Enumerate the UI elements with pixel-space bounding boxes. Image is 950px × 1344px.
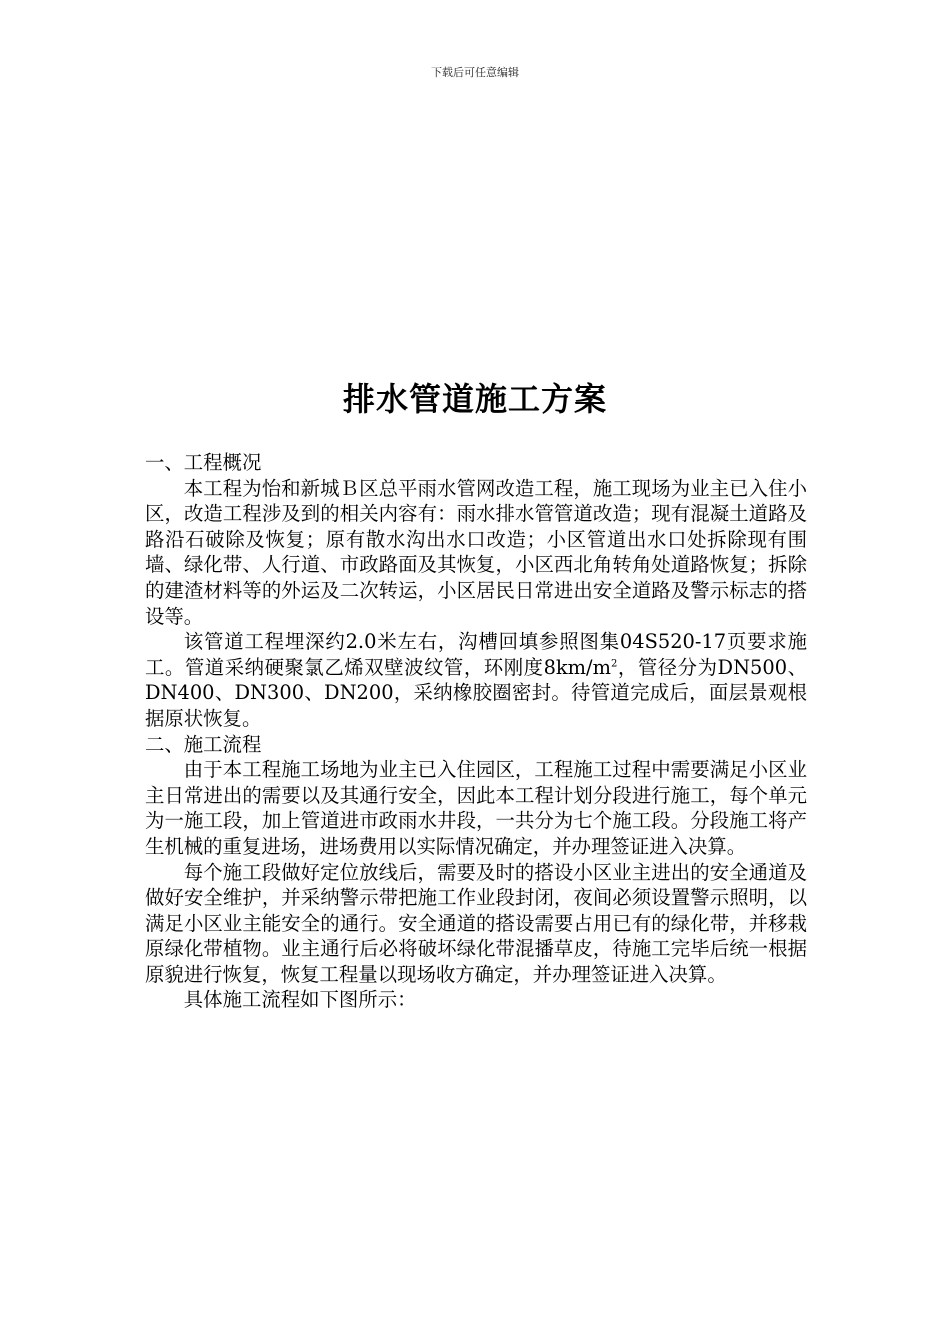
- superscript: 2: [610, 658, 618, 670]
- download-note: 下载后可任意编辑: [431, 66, 519, 79]
- paragraph: [145, 629, 807, 731]
- section-heading: 一、工程概况: [145, 451, 262, 474]
- section-project-overview: [145, 450, 807, 732]
- paragraph-text: 该管道工程埋深约2.0米左右，沟槽回填参照图集04S520-17页要求施工。管道采纳硬聚氯乙烯双壁波纹管，环刚度8km/m: [145, 630, 807, 679]
- paragraph: 具体施工流程如下图所示：: [183, 988, 417, 1012]
- paragraph: 由于本工程施工场地为业主已入住园区，工程施工过程中需要满足小区业主日常进出的需要以及其通行安全，因此本工程计划分段进行施工，每个单元为一施工段，加上管道进市政雨水井段，一共分为七个施工段。分段施工将产生机械的重复进场，进场费用以实际情况确定，并办理签证进入决算。: [145, 758, 807, 858]
- paragraph-text: ，管径分为DN500、DN400、DN300、DN200，采纳橡胶圈密封。待管道完成后，面层景观根据原状恢复。: [145, 655, 807, 730]
- paragraph: 本工程为怡和新城Ｂ区总平雨水管网改造工程，施工现场为业主已入住小区，改造工程涉及到的相关内容有：雨水排水管管道改造；现有混凝土道路及路沿石破除及恢复；原有散水沟出水口改造；小区管道出水口处拆除现有围墙、绿化带、人行道、市政路面及其恢复，小区西北角转角处道路恢复；拆除的建渣材料等的外运及二次转运，小区居民日常进出安全道路及警示标志的搭设等。: [145, 476, 807, 628]
- section-heading: 二、施工流程: [145, 732, 262, 756]
- document-body: [145, 450, 807, 1013]
- paragraph: 每个施工段做好定位放线后，需要及时的搭设小区业主进出的安全通道及做好安全维护，并采纳警示带把施工作业段封闭，夜间必须设置警示照明，以满足小区业主能安全的通行。安全通道的搭设需要占用已有的绿化带，并移栽原绿化带植物。业主通行后必将破坏绿化带混播草皮，待施工完毕后统一根据原貌进行恢复，恢复工程量以现场收方确定，并办理签证进入决算。: [145, 860, 807, 986]
- document-title: 排水管道施工方案: [342, 380, 607, 418]
- section-construction-process: [145, 732, 807, 1014]
